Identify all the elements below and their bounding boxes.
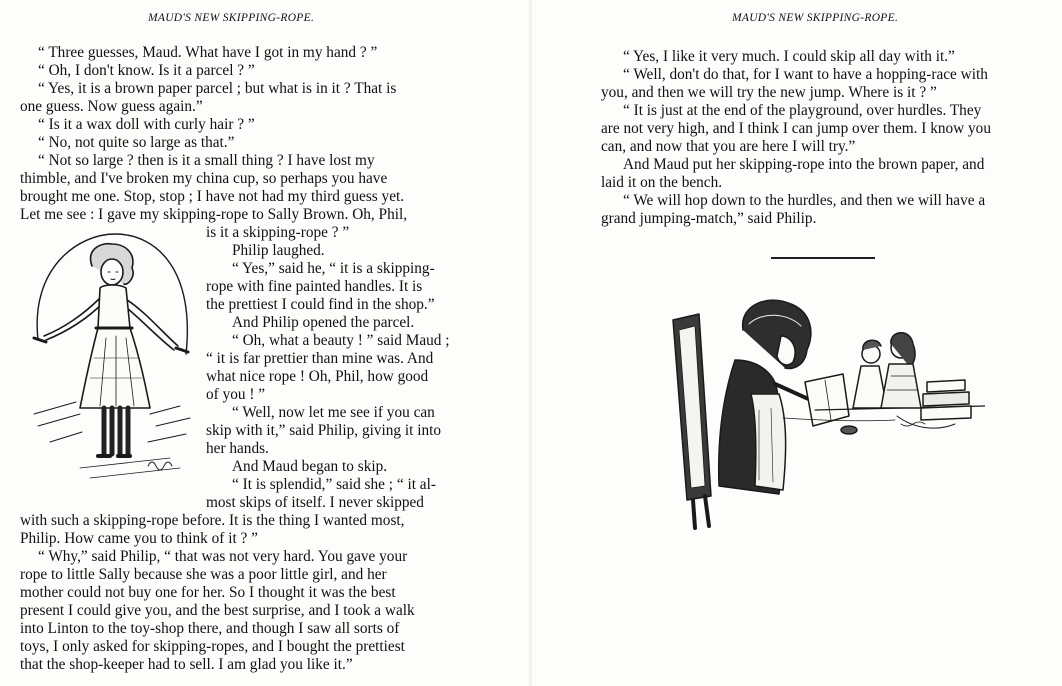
text-line: present I could give you, and the best surprise, and I took a walk xyxy=(20,602,415,619)
right-page xyxy=(531,0,1062,686)
running-head: MAUD'S NEW SKIPPING-ROPE. xyxy=(732,12,899,24)
text-line: “ We will hop down to the hurdles, and then we will have a xyxy=(623,192,986,209)
text-line: And Philip opened the parcel. xyxy=(232,314,415,331)
text-line: “ Yes, it is a brown paper parcel ; but what is in it ? That is xyxy=(38,80,397,97)
text-line: one guess. Now guess again.” xyxy=(20,98,203,115)
girl-reading-illustration xyxy=(665,290,985,536)
text-line: “ Oh, what a beauty ! ” said Maud ; xyxy=(232,332,450,349)
text-line: And Maud put her skipping-rope into the brown paper, and xyxy=(623,156,985,173)
text-line: “ Is it a wax doll with curly hair ? ” xyxy=(38,116,255,133)
text-line: rope with fine painted handles. It is xyxy=(206,278,423,295)
text-line: laid it on the bench. xyxy=(601,174,723,191)
text-line: can, and now that you are here I will try.” xyxy=(601,138,856,155)
text-line: skip with it,” said Philip, giving it into xyxy=(206,422,441,439)
text-line: “ Yes, I like it very much. I could skip all day with it.” xyxy=(623,48,955,65)
text-line: mother could not buy one for her. So I thought it was the best xyxy=(20,584,396,601)
text-line: And Maud began to skip. xyxy=(232,458,388,475)
text-line: what nice rope ! Oh, Phil, how good xyxy=(206,368,429,385)
text-line: thimble, and I've broken my china cup, so perhaps you have xyxy=(20,170,388,187)
text-line: you, and then we will try the new jump. Where is it ? ” xyxy=(601,84,937,101)
text-line: into Linton to the toy-shop there, and though I saw all sorts of xyxy=(20,620,400,637)
running-head: MAUD'S NEW SKIPPING-ROPE. xyxy=(148,12,315,24)
text-line: “ It is just at the end of the playground, over hurdles. They xyxy=(623,102,982,119)
text-line: rope to little Sally because she was a poor little girl, and her xyxy=(20,566,387,583)
section-rule xyxy=(771,257,875,259)
text-line: that the shop-keeper had to sell. I am glad you like it.” xyxy=(20,656,353,673)
text-line: “ Why,” said Philip, “ that was not very hard. You gave your xyxy=(38,548,408,565)
text-line: her hands. xyxy=(206,440,269,457)
text-line: Philip laughed. xyxy=(232,242,325,259)
text-line: the prettiest I could find in the shop.” xyxy=(206,296,435,313)
text-line: Philip. How came you to think of it ? ” xyxy=(20,530,258,547)
text-line: grand jumping-match,” said Philip. xyxy=(601,210,817,227)
text-line: “ No, not quite so large as that.” xyxy=(38,134,235,151)
text-line: most skips of itself. I never skipped xyxy=(206,494,424,511)
text-line: are not very high, and I think I can jump over them. I know you xyxy=(601,120,991,137)
text-line: “ Yes,” said he, “ it is a skipping- xyxy=(232,260,435,277)
text-line: “ Not so large ? then is it a small thing ? I have lost my xyxy=(38,152,375,169)
text-line: “ it is far prettier than mine was. And xyxy=(206,350,434,367)
text-line: “ Well, don't do that, for I want to have a hopping-race with xyxy=(623,66,988,83)
text-line: Let me see : I gave my skipping-rope to Sally Brown. Oh, Phil, xyxy=(20,206,408,223)
text-line: “ It is splendid,” said she ; “ it al- xyxy=(232,476,436,493)
text-line: “ Oh, I don't know. Is it a parcel ? ” xyxy=(38,62,255,79)
text-line: toys, I only asked for skipping-ropes, and I bought the prettiest xyxy=(20,638,405,655)
text-line: “ Well, now let me see if you can xyxy=(232,404,435,421)
girl-skipping-illustration xyxy=(20,228,202,498)
text-line: “ Three guesses, Maud. What have I got in my hand ? ” xyxy=(38,44,378,61)
text-line: is it a skipping-rope ? ” xyxy=(206,224,350,241)
text-line: brought me one. Stop, stop ; I have not had my third guess yet. xyxy=(20,188,405,205)
text-line: of you ! ” xyxy=(206,386,266,403)
text-line: with such a skipping-rope before. It is the thing I wanted most, xyxy=(20,512,405,529)
